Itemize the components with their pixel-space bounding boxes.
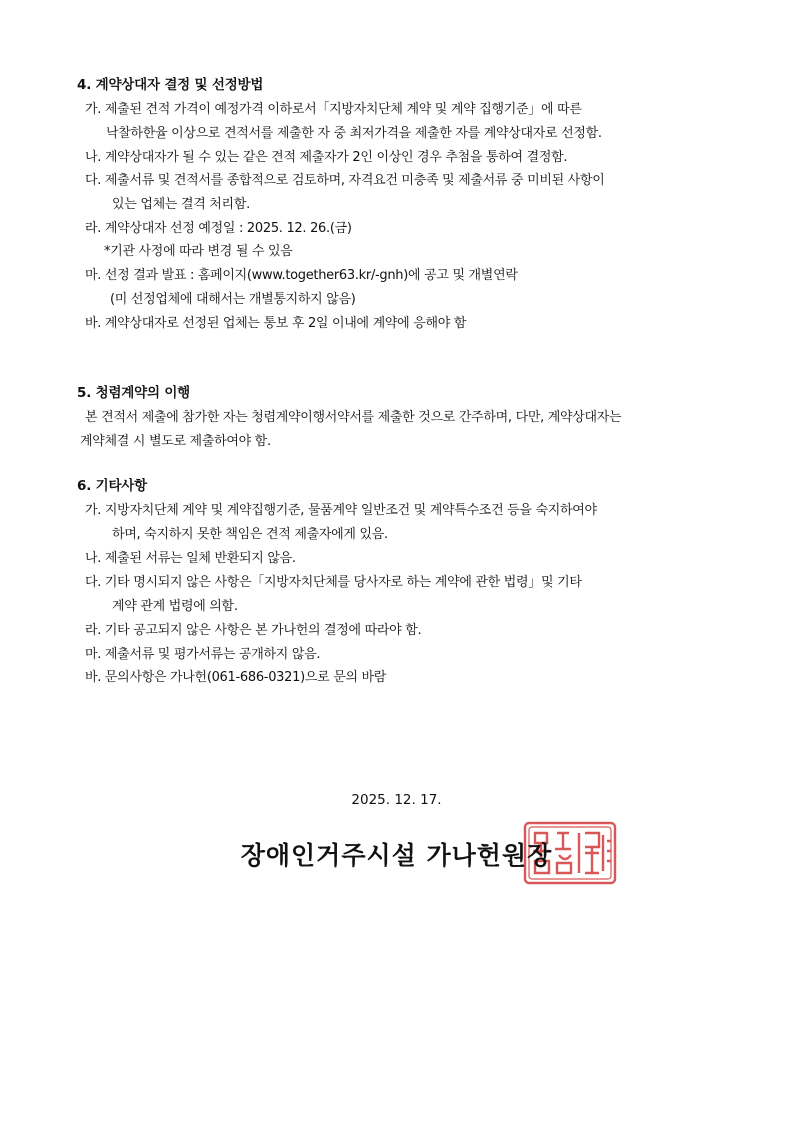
section-6-item-ma: 마. 제출서류 및 평가서류는 공개하지 않음. bbox=[85, 647, 321, 662]
section-5-body-line-2: 계약체결 시 별도로 제출하여야 함. bbox=[80, 434, 271, 449]
section-4-item-da: 다. 제출서류 및 견적서를 종합적으로 검토하며, 자격요건 미충족 및 제출서류 중 미비된 사항이 bbox=[85, 173, 605, 188]
section-6-item-da: 다. 기타 명시되지 않은 사항은「지방자치단체를 당사자로 하는 계약에 관한 법령」및 기타 bbox=[85, 575, 582, 590]
section-6-item-na: 나. 제출된 서류는 일체 반환되지 않음. bbox=[85, 551, 296, 566]
section-4-item-ba: 바. 계약상대자로 선정된 업체는 통보 후 2일 이내에 계약에 응해야 함 bbox=[85, 316, 467, 331]
section-4-item-ra-note: *기관 사정에 따라 변경 될 수 있음 bbox=[104, 244, 293, 259]
section-4-item-da-cont: 있는 업체는 결격 처리함. bbox=[112, 197, 250, 212]
section-4-item-ra: 라. 계약상대자 선정 예정일 : 2025. 12. 26.(금) bbox=[85, 221, 352, 236]
section-6-item-ba: 바. 문의사항은 가나헌(061-686-0321)으로 문의 바람 bbox=[85, 670, 387, 685]
section-5-heading: 5. 청렴계약의 이행 bbox=[77, 385, 191, 401]
section-6-item-da-cont: 계약 관계 법령에 의함. bbox=[112, 599, 238, 614]
section-4-item-ma: 마. 선정 결과 발표 : 홈페이지(www.together63.kr/-gnh)에 공고 및 개별연락 bbox=[85, 268, 518, 283]
section-6-item-ra: 라. 기타 공고되지 않은 사항은 본 가나헌의 결정에 따라야 함. bbox=[85, 623, 422, 638]
section-4-item-na: 나. 계약상대자가 될 수 있는 같은 견적 제출자가 2인 이상인 경우 추첨을 통하여 결정함. bbox=[85, 150, 568, 165]
section-5-body-line-1: 본 견적서 제출에 참가한 자는 청렴계약이행서약서를 제출한 것으로 간주하며, 다만, 계약상대자는 bbox=[85, 410, 622, 425]
signer-name: 장애인거주시설 가나헌원장 bbox=[240, 841, 553, 870]
section-6-heading: 6. 기타사항 bbox=[77, 478, 147, 494]
section-6-item-ga: 가. 지방자치단체 계약 및 계약집행기준, 물품계약 일반조건 및 계약특수조건 등을 숙지하여야 bbox=[85, 503, 597, 518]
section-4-heading: 4. 계약상대자 결정 및 선정방법 bbox=[77, 77, 264, 93]
section-6-item-ga-cont: 하며, 숙지하지 못한 책임은 견적 제출자에게 있음. bbox=[112, 527, 388, 542]
section-4-item-ga-cont: 낙찰하한율 이상으로 견적서를 제출한 자 중 최저가격을 제출한 자를 계약상대자로 선정함. bbox=[106, 126, 602, 141]
document-date: 2025. 12. 17. bbox=[351, 792, 442, 808]
section-4-item-ga: 가. 제출된 견적 가격이 예정가격 이하로서「지방자치단체 계약 및 계약 집행기준」에 따른 bbox=[85, 102, 582, 117]
section-4-item-ma-cont: (미 선정업체에 대해서는 개별통지하지 않음) bbox=[110, 292, 356, 307]
